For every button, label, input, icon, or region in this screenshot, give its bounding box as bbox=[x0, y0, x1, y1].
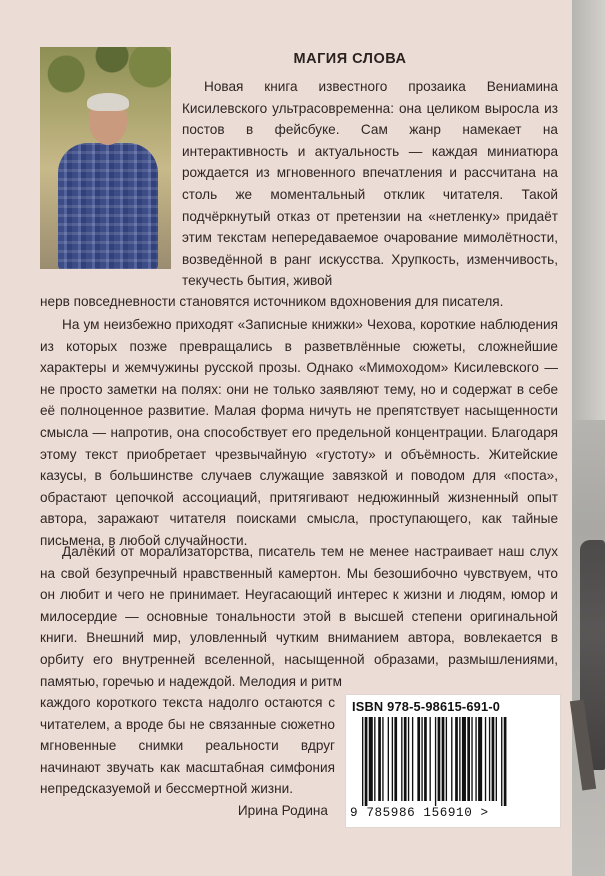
isbn-barcode-block bbox=[345, 694, 561, 828]
barcode-graphic bbox=[362, 717, 552, 809]
paragraph-chekhov: На ум неизбежно приходят «Записные книжки» Чехова, короткие наблюдения из которых позже превращались в разветвлённые сюжеты, сложнейшие характеры и жемчужины русской прозы. Однако «Мимоходом» Кисилевского — не просто заметки на полях: они не только заявляют тему, но и содержат в себе её полноценное развитие. Малая форма ничуть не препятствует насыщенности смысла — напротив, она способствует его предельной концентрации. Благодаря этому текст приобретает чрезвычайную «густоту» и объёмность. Житейские казусы, в большинстве случаев служащие завязкой и поводом для «поста», обрастают цепочкой ассоциаций, притягивают недюжинный жизненный опыт автора, заражают читателя поисками смысла, проступающего, как тайные письмена, в любой случайности. bbox=[40, 317, 558, 548]
barcode-bar bbox=[382, 717, 383, 801]
barcode-bar bbox=[489, 717, 490, 801]
barcode-bar bbox=[471, 717, 472, 801]
barcode-bar bbox=[492, 717, 495, 801]
barcode-bar bbox=[459, 717, 460, 801]
barcode-bar bbox=[408, 717, 409, 801]
barcode-digits: 9 785986 156910 > bbox=[350, 806, 556, 820]
barcode-bar bbox=[496, 717, 497, 801]
barcode-bar bbox=[442, 717, 445, 801]
barcode-bar bbox=[369, 717, 373, 801]
barcode-bar bbox=[504, 717, 507, 809]
barcode-bar bbox=[446, 717, 447, 801]
barcode-bar bbox=[378, 717, 381, 801]
barcode-bar bbox=[501, 717, 502, 809]
paragraph-moral: Далёкий от морализаторства, писатель тем не менее настраивает наш слух на свой безупречный нравственный камертон. Мы безошибочно чувствуем, что он любит и чего не принимает. Неугасающий интерес к жизни и людям, юмор и милосердие — основные тональности этой в высшей степени оригинальной книги. Внешний мир, уловленный чутким вниманием автора, вовлекается в орбиту его внутренней вселенной, насыщенной образами, размышлениями, памятью, горечью и надеждой. Мелодия и ритм bbox=[40, 544, 558, 689]
barcode-bar bbox=[430, 717, 431, 801]
paragraph-intro-continued: нерв повседневности становятся источником вдохновения для писателя. bbox=[40, 294, 504, 309]
barcode-bar bbox=[412, 717, 413, 801]
barcode-bar bbox=[404, 717, 407, 801]
barcode-bar bbox=[388, 717, 389, 801]
barcode-bar bbox=[417, 717, 420, 801]
barcode-bar bbox=[374, 717, 375, 801]
barcode-bar bbox=[424, 717, 427, 801]
review-signature: Ирина Родина bbox=[237, 803, 328, 818]
barcode-bar bbox=[467, 717, 470, 801]
paragraph-intro: Новая книга известного прозаика Вениамина Кисилевского ультрасовременна: она целиком выросла из постов в фейсбуке. Сам жанр намекает на интерактивность и актуальность — каждая миниатюра рождается из мгновенного впечатления и рассчитана на столь же моментальный отклик читателя. Такой подчёркнутый отказ от претензии на «нетленку» придаёт этим текстам непередаваемое очарование мимолётности, возведённой в ранг искусства. Хрупкость, изменчивость, текучесть бытия, живой bbox=[182, 79, 558, 289]
barcode-bar bbox=[365, 717, 368, 809]
barcode-bar bbox=[392, 717, 393, 801]
page-title: МАГИЯ СЛОВА bbox=[293, 51, 407, 67]
barcode-bar bbox=[362, 717, 363, 809]
barcode-bar bbox=[438, 717, 441, 801]
barcode-bar bbox=[485, 717, 486, 801]
barcode-bar bbox=[401, 717, 402, 801]
barcode-bar bbox=[475, 717, 476, 801]
barcode-bar bbox=[394, 717, 397, 801]
isbn-label: ISBN 978-5-98615-691-0 bbox=[352, 699, 501, 714]
barcode-bar bbox=[478, 717, 482, 801]
barcode-bar bbox=[462, 717, 466, 801]
barcode-bar bbox=[455, 717, 458, 801]
paragraph-moral-continued: каждого короткого текста надолго остаются с читателем, а вроде бы не связанные сюжетно мгновенные снимки реальности вдруг начинают звучать как масштабная симфония непредсказуемой и бессмертной жизни. bbox=[40, 695, 335, 797]
author-photo bbox=[40, 47, 171, 269]
barcode-bar bbox=[421, 717, 422, 801]
barcode-bar bbox=[451, 717, 452, 801]
edge-photo-strip bbox=[572, 0, 605, 876]
barcode-bar bbox=[435, 717, 436, 809]
